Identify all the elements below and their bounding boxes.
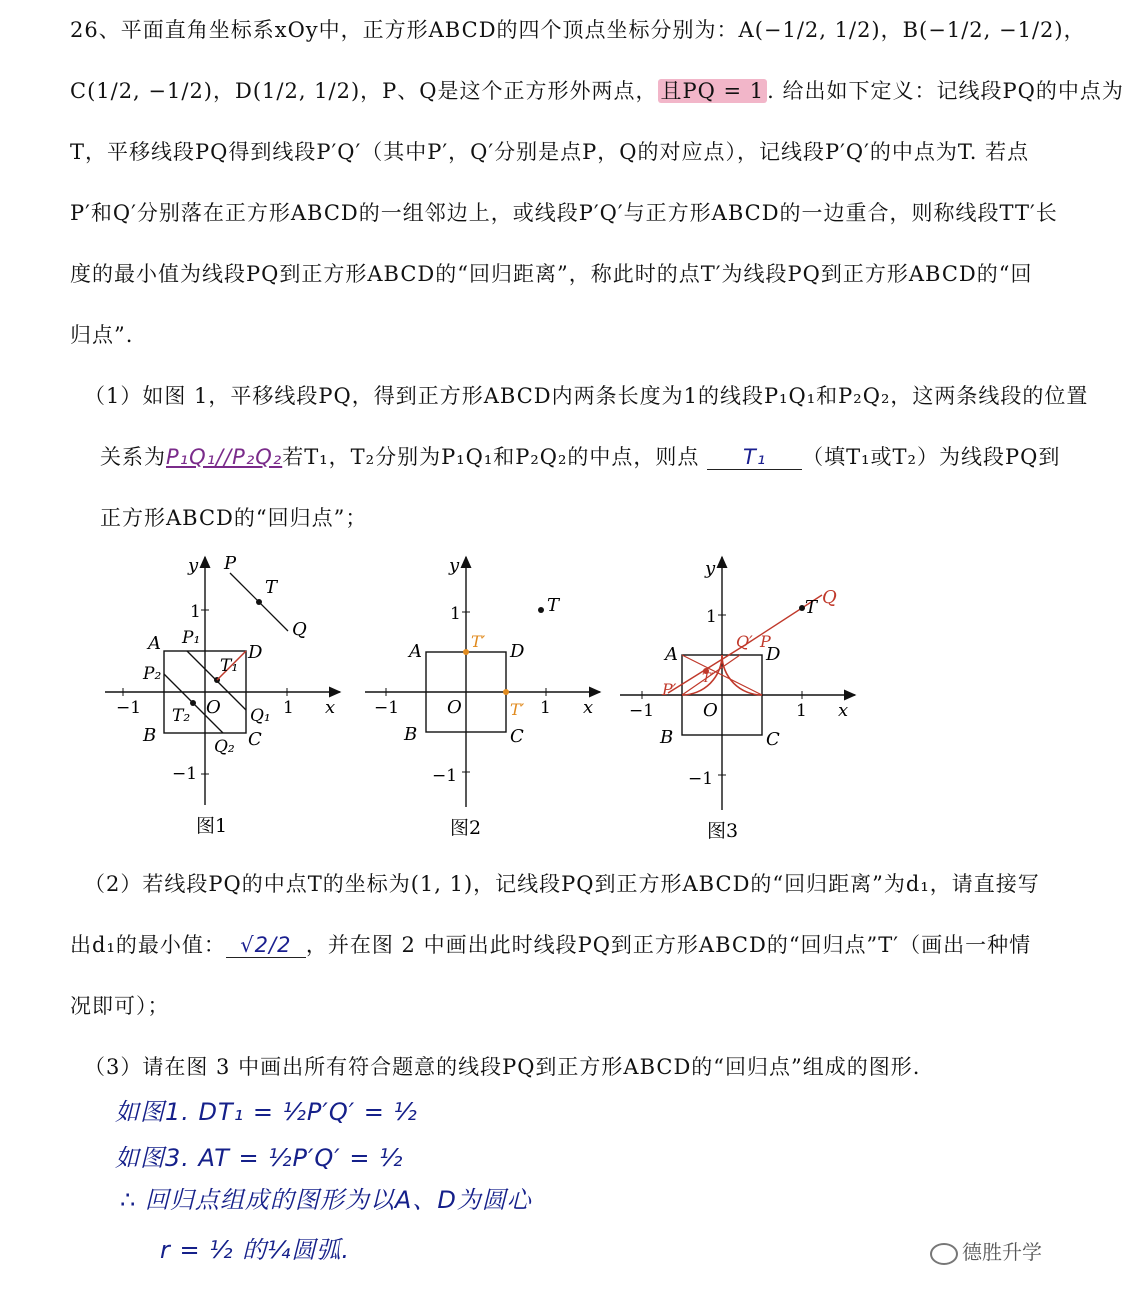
part1-line-2-post: （填T₁或T₂）为线段PQ到 [802, 445, 1061, 469]
fig3-label-c: C [766, 729, 780, 750]
highlighted-condition: 且PQ = 1 [658, 79, 768, 103]
fig1-caption: 图1 [196, 815, 228, 837]
watermark [930, 1236, 1042, 1265]
fig2-label-y: y [449, 555, 460, 576]
fig1-label-x: x [325, 697, 336, 718]
handwritten-note-3: ∴ 回归点组成的图形为以A、D为圆心 [120, 1186, 532, 1214]
fig3-label-neg1x: −1 [629, 701, 655, 721]
fig2-label-neg1x: −1 [374, 698, 400, 718]
part2-line-1: （2）若线段PQ的中点T的坐标为(1, 1)，记线段PQ到正方形ABCD的“回归距离”为d₁，请直接写 [84, 872, 1040, 896]
fig3-label-pprime: P′ [662, 680, 677, 699]
fig3-label-q-hand: Q [822, 587, 837, 608]
fig2-label-1x: 1 [540, 698, 551, 718]
problem-line-3: T，平移线段PQ得到线段P′Q′（其中P′，Q′分别是点P，Q的对应点），记线段P′Q′的中点为T. 若点 [70, 140, 1030, 164]
fig1-label-q1: Q₁ [250, 706, 271, 726]
fig1-label-1y: 1 [190, 602, 201, 622]
part1-line-2-mid: 若T₁，T₂分别为P₁Q₁和P₂Q₂的中点，则点 [282, 445, 700, 469]
fig1-label-neg1x: −1 [116, 698, 142, 718]
problem-line-2 [70, 75, 1124, 105]
fig3-label-1x: 1 [796, 701, 807, 721]
handwritten-note-1: 如图1. DT₁ = ½P′Q′ = ½ [115, 1098, 418, 1126]
handwritten-note-2: 如图3. AT = ½P′Q′ = ½ [115, 1144, 404, 1172]
problem-line-4: P′和Q′分别落在正方形ABCD的一组邻边上，或线段P′Q′与正方形ABCD的一边重合，则称线段TT′长 [70, 201, 1058, 225]
fig3-label-neg1y: −1 [688, 769, 714, 789]
figure-1 [105, 553, 340, 837]
fig1-label-1x: 1 [283, 698, 294, 718]
fig2-label-d: D [510, 641, 525, 662]
fig3-label-d: D [766, 644, 781, 665]
part2-line-2 [70, 929, 1031, 959]
fig2-label-t: T [547, 595, 560, 616]
fig2-label-a: A [409, 641, 422, 662]
part2-line-2-pre: 出d₁的最小值： [70, 933, 226, 957]
fig1-label-t2: T₂ [172, 706, 191, 726]
fig1-label-b: B [143, 725, 157, 746]
fig3-label-p-hand: P [760, 632, 771, 651]
part1-line-3: 正方形ABCD的“回归点”； [100, 506, 368, 530]
fig1-point-t [256, 599, 262, 605]
fig1-label-y: y [188, 555, 199, 576]
fig1-label-d: D [248, 642, 263, 663]
watermark-text: 德胜升学 [962, 1240, 1042, 1264]
problem-line-5: 度的最小值为线段PQ到正方形ABCD的“回归距离”，称此时的点T′为线段PQ到正方形ABCD的“回 [70, 262, 1033, 286]
problem-line-1: 26、平面直角坐标系xOy中，正方形ABCD的四个顶点坐标分别为：A(−1/2, 1/2)，B(−1/2, −1/2)， [70, 18, 1086, 42]
figure-2 [365, 555, 600, 839]
part1-line-2-pre: 关系为 [100, 445, 166, 469]
fig3-arc-d [722, 655, 762, 695]
part2-line-2-post: ，并在图 2 中画出此时线段PQ到正方形ABCD的“回归点”T′（画出一种情 [305, 933, 1032, 957]
fig2-label-o: O [447, 697, 462, 718]
fig1-label-a: A [148, 633, 161, 654]
fig3-label-y: y [705, 558, 716, 579]
wechat-icon [930, 1243, 958, 1265]
fig2-point-tprime-top [463, 649, 469, 655]
fig2-label-tprime-top: T′ [471, 632, 486, 651]
figures [0, 545, 1080, 845]
fig3-label-1y: 1 [706, 607, 717, 627]
fig1-point-t2 [190, 700, 196, 706]
fig2-caption: 图2 [450, 817, 482, 839]
fig3-label-qprime: Q′ [736, 632, 753, 651]
fig1-label-neg1y: −1 [172, 764, 198, 784]
part2-line-3: 况即可）； [70, 994, 170, 1018]
problem-line-2a: C(1/2, −1/2)，D(1/2, 1/2)，P、Q是这个正方形外两点， [70, 79, 658, 103]
part1-line-2 [100, 441, 1060, 471]
answer-parallel: P₁Q₁//P₂Q₂ [166, 445, 283, 469]
fig3-label-b: B [660, 727, 674, 748]
fig1-label-o: O [206, 697, 221, 718]
fig1-label-p1: P₁ [182, 628, 201, 648]
problem-line-2b: . 给出如下定义：记线段PQ的中点为 [767, 79, 1124, 103]
fig3-label-a: A [665, 644, 678, 665]
fig2-point-tprime-right [503, 689, 509, 695]
handwritten-note-4: r = ½ 的¼圆弧. [160, 1236, 351, 1264]
fig2-label-neg1y: −1 [432, 766, 458, 786]
fig3-caption: 图3 [707, 820, 739, 842]
fig1-label-p2: P₂ [143, 664, 162, 684]
problem-line-6: 归点”. [70, 323, 134, 347]
fig2-label-c: C [510, 726, 524, 747]
answer-d1: √2/2 [226, 933, 306, 958]
fig1-label-q2: Q₂ [214, 737, 235, 757]
fig1-label-p: P [224, 553, 237, 574]
fig2-point-t [538, 607, 544, 613]
fig3-label-tprime: T′ [702, 671, 714, 686]
fig2-label-x: x [583, 697, 594, 718]
part3-line-1: （3）请在图 3 中画出所有符合题意的线段PQ到正方形ABCD的“回归点”组成的图形. [84, 1055, 921, 1079]
figure-3 [620, 557, 855, 842]
fig1-label-t1: T₁ [220, 656, 239, 676]
fig2-label-b: B [404, 724, 418, 745]
answer-t1: T₁ [707, 445, 802, 470]
fig3-label-t: T [805, 597, 818, 618]
fig1-label-q: Q [292, 619, 307, 640]
part1-line-1: （1）如图 1，平移线段PQ，得到正方形ABCD内两条长度为1的线段P₁Q₁和P₂Q₂，这两条线段的位置 [84, 384, 1089, 408]
fig2-label-tprime-right: T′ [510, 700, 525, 719]
fig3-label-o: O [703, 700, 718, 721]
fig1-label-t: T [265, 577, 278, 598]
fig1-label-c: C [248, 729, 262, 750]
fig3-label-x: x [838, 700, 849, 721]
fig2-label-1y: 1 [450, 604, 461, 624]
